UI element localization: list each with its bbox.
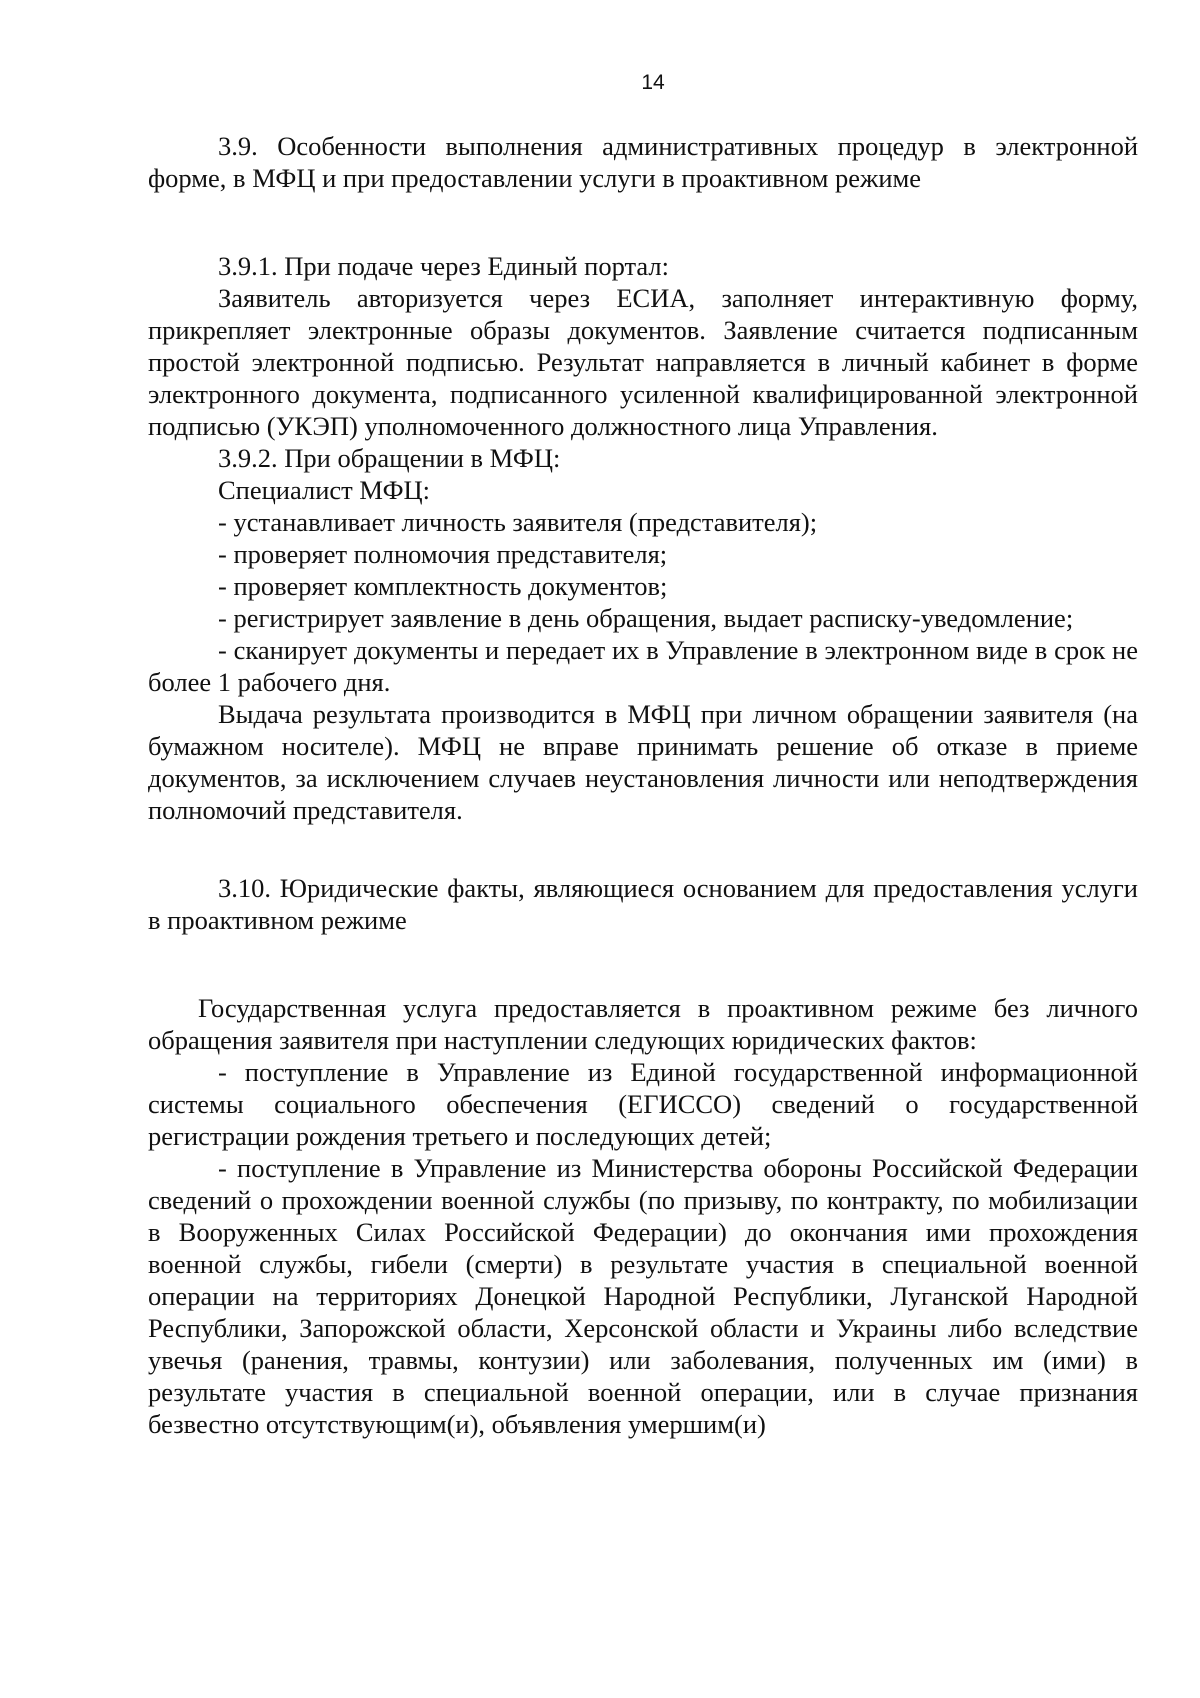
list-item: - проверяет полномочия представителя;	[218, 539, 668, 569]
section-3-10-heading: 3.10. Юридические факты, являющиеся основанием для предоставления услуги в проактивном режиме	[148, 873, 1138, 935]
subsection-3-9-2-title: 3.9.2. При обращении в МФЦ:	[218, 443, 561, 473]
subsection-3-9-2-result: Выдача результата производится в МФЦ при личном обращении заявителя (на бумажном носителе). МФЦ не вправе принимать решение об отказе в приеме документов, за исключением случаев неустановления личности или неподтверждения полномочий представителя.	[148, 699, 1138, 825]
section-spacer	[148, 826, 1138, 872]
subsection-3-9-1-text: Заявитель авторизуется через ЕСИА, заполняет интерактивную форму, прикрепляет электронные образы документов. Заявление считается подписанным простой электронной подписью. Результат направляется в личный кабинет в форме электронного документа, подписанного усиленной квалифицированной электронной подписью (УКЭП) уполномоченного должностного лица Управления.	[148, 283, 1138, 441]
section-3-10-intro: Государственная услуга предоставляется в проактивном режиме без личного обращения заявителя при наступлении следующих юридических фактов:	[148, 993, 1138, 1055]
list-item: - проверяет комплектность документов;	[218, 571, 668, 601]
list-item: - поступление в Управление из Единой государственной информационной системы социального обеспечения (ЕГИССО) сведений о государственной регистрации рождения третьего и последующих детей;	[148, 1057, 1138, 1151]
list-item: - регистрирует заявление в день обращения, выдает расписку-уведомление;	[218, 603, 1074, 633]
document-page	[148, 70, 1138, 1440]
page-number: 14	[641, 71, 665, 94]
subsection-3-9-1-title: 3.9.1. При подаче через Единый портал:	[218, 251, 669, 281]
section-3-9-heading: 3.9. Особенности выполнения административных процедур в электронной форме, в МФЦ и при предоставлении услуги в проактивном режиме	[148, 131, 1138, 193]
list-item: - устанавливает личность заявителя (представителя);	[218, 507, 818, 537]
subsection-3-9-2-lead: Специалист МФЦ:	[218, 475, 430, 505]
list-item: - сканирует документы и передает их в Управление в электронном виде в срок не более 1 рабочего дня.	[148, 635, 1138, 697]
list-item: - поступление в Управление из Министерства обороны Российской Федерации сведений о прохождении военной службы (по призыву, по контракту, по мобилизации в Вооруженных Силах Российской Федерации) до окончания ими прохождения военной службы, гибели (смерти) в результате участия в специальной военной операции на территориях Донецкой Народной Республики, Луганской Народной Республики, Запорожской области, Херсонской области и Украины либо вследствие увечья (ранения, травмы, контузии) или заболевания, полученных им (ими) в результате участия в специальной военной операции, или в случае признания безвестно отсутствующим(и), объявления умершим(и)	[148, 1153, 1138, 1439]
